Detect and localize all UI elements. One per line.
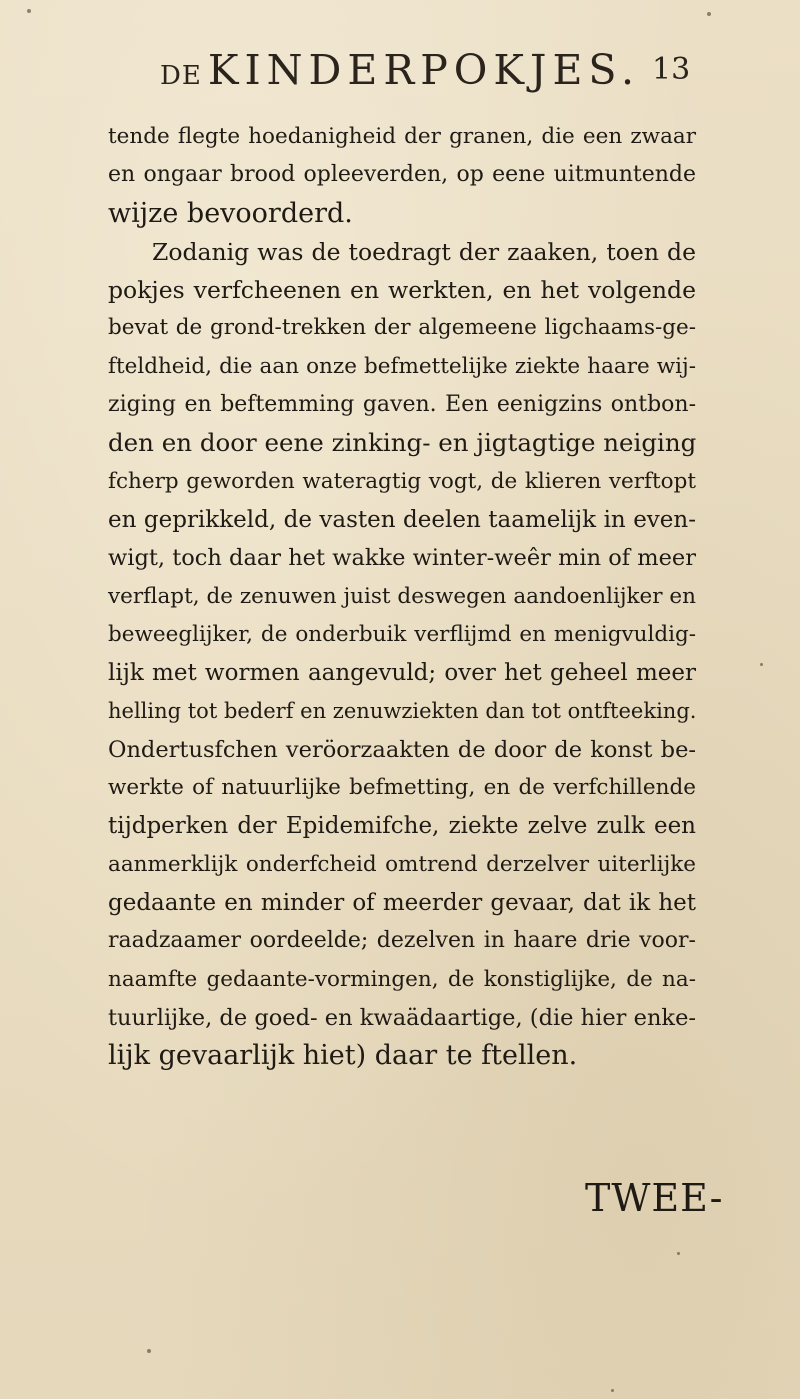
text-line: verflapt, de zenuwen juist deswegen aandoenlijker en [108,583,696,609]
catchword: TWEE- [585,1176,724,1220]
text-line: beweeglijker, de onderbuik verflijmd en menigvuldig- [108,621,696,647]
text-line: wigt, toch daar het wakke winter-weêr min of meer [108,545,696,572]
text-line: pokjes verfcheenen en werkten, en het volgende [108,276,696,305]
text-line: fcherp geworden wateragtig vogt, de klieren verftopt [108,468,696,494]
body-text [108,118,696,1075]
text-line: den en door eene zinking- en jigtagtige neiging [108,428,697,458]
text-line: en ongaar brood opleeverden, op eene uitmuntende [108,162,696,188]
text-line: ziging en beftemming gaven. Een eenigzins ontbon- [108,392,696,418]
running-title [160,46,640,94]
page-number: 13 [652,52,691,87]
paper-speck [27,9,31,13]
paper-speck [707,12,711,16]
text-line: helling tot bederf en zenuwziekten dan tot ontfteeking. [108,699,697,724]
text-line: tende flegte hoedanigheid der granen, die een zwaar [108,124,696,149]
text-line: werkte of natuurlijke befmetting, en de verfchillende [108,775,696,801]
text-line: tijdperken der Epidemifche, ziekte zelve zulk een [108,813,696,840]
paragraph-start-line: Zodanig was de toedragt der zaaken, toen de [152,237,696,266]
text-line: aanmerklijk onderfcheid omtrend derzelver uiterlijke [108,851,696,877]
paper-speck [611,1389,614,1392]
text-line: gedaante en minder of meerder gevaar, dat ik het [108,889,696,916]
text-line: lijk gevaarlijk hiet) daar te ftellen. [108,1040,578,1072]
text-line: en geprikkeld, de vasten deelen taamelijk in even- [108,506,696,533]
text-line: wijze bevoorderd. [108,197,353,229]
text-line: bevat de grond-trekken der algemeene ligchaams-ge- [108,315,696,341]
paper-speck [147,1349,151,1353]
running-title-article: DE [160,61,202,91]
text-line: Ondertusfchen veröorzaakten de door de konst be- [108,736,696,763]
text-line: tuurlijke, de goed- en kwaädaartige, (die hier enke- [108,1004,696,1031]
text-line: lijk met wormen aangevuld; over het geheel meer [108,660,696,687]
running-header [0,38,800,98]
paper-speck [760,663,763,666]
running-title-main: KINDERPOKJES. [207,46,641,94]
text-line: raadzaamer oordeelde; dezelven in haare drie voor- [108,928,696,954]
paper-speck [677,1252,680,1255]
text-line: naamfte gedaante-vormingen, de konstiglijke, de na- [108,966,696,992]
text-line: fteldheid, die aan onze befmettelijke ziekte haare wij- [108,353,696,379]
